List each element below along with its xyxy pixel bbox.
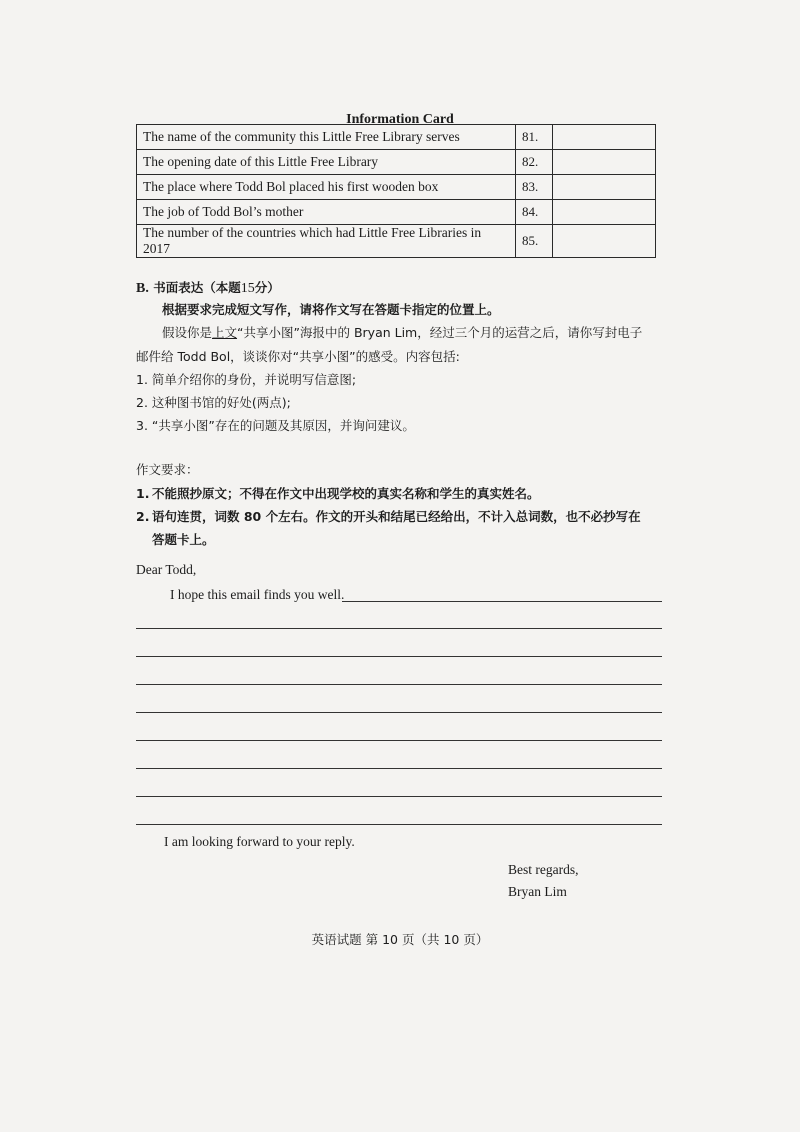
requirement-1: [136, 484, 676, 502]
point-1: 1. 简单介绍你的身份，并说明写信意图;: [136, 372, 357, 387]
scenario-line-2: 邮件给 Todd Bol，谈谈你对“共享小图”的感受。内容包括:: [136, 349, 460, 364]
section-b-label: B.: [136, 281, 149, 296]
writing-line-3[interactable]: [136, 656, 662, 657]
card-number: 81.: [516, 125, 553, 150]
letter-greeting: Dear Todd,: [136, 562, 197, 577]
requirement-2-number: 2.: [136, 509, 150, 524]
section-b-title-end: 分）: [254, 280, 280, 295]
scenario-line-1: [136, 323, 702, 341]
letter-signature: Bryan Lim: [508, 884, 567, 899]
card-question: The name of the community this Little Free Library serves: [137, 125, 516, 150]
point-2: 2. 这种图书馆的好处(两点);: [136, 395, 291, 410]
writing-line-7[interactable]: [136, 768, 662, 769]
writing-line-1[interactable]: [342, 601, 662, 602]
letter-closing: I am looking forward to your reply.: [164, 834, 355, 849]
card-number: 85.: [516, 225, 553, 258]
card-number: 83.: [516, 175, 553, 200]
card-title: Information Card: [346, 112, 454, 127]
card-row: [137, 200, 656, 225]
requirements-title: 作文要求：: [136, 462, 199, 477]
writing-line-5[interactable]: [136, 712, 662, 713]
writing-line-4[interactable]: [136, 684, 662, 685]
writing-line-6[interactable]: [136, 740, 662, 741]
card-answer-cell[interactable]: [553, 175, 656, 200]
card-number: 82.: [516, 150, 553, 175]
card-row: [137, 225, 656, 258]
card-question: The opening date of this Little Free Library: [137, 150, 516, 175]
card-number: 84.: [516, 200, 553, 225]
point-3: 3. “共享小图”存在的问题及其原因，并询问建议。: [136, 418, 415, 433]
requirement-1-number: 1.: [136, 486, 150, 501]
requirement-2-text: 语句连贯，词数 80 个左右。作文的开头和结尾已经给出，不计入总词数，也不必抄写在: [152, 509, 641, 524]
section-b-score: 15: [240, 281, 255, 296]
card-row: [137, 150, 656, 175]
section-b-heading: [136, 278, 676, 297]
information-card-table: [136, 124, 656, 258]
section-b-title: 书面表达（本题: [153, 280, 241, 295]
writing-line-8[interactable]: [136, 796, 662, 797]
card-row: [137, 125, 656, 150]
letter-regards: Best regards,: [508, 862, 579, 877]
requirement-2: [136, 507, 676, 525]
instruction: 根据要求完成短文写作，请将作文写在答题卡指定的位置上。: [162, 302, 500, 317]
card-answer-cell[interactable]: [553, 125, 656, 150]
card-question: The number of the countries which had Little Free Libraries in 2017: [137, 225, 516, 258]
requirement-2-cont: 答题卡上。: [152, 532, 215, 547]
scenario-text-a: 假设你是: [162, 325, 213, 340]
scenario-underlined: 上文: [212, 325, 238, 340]
card-answer-cell[interactable]: [553, 150, 656, 175]
card-answer-cell[interactable]: [553, 225, 656, 258]
page-footer: 英语试题 第 10 页（共 10 页）: [311, 932, 489, 947]
scenario-text-b: “共享小图”海报中的 Bryan Lim，经过三个月的运营之后，请你写封电子: [237, 325, 643, 340]
card-answer-cell[interactable]: [553, 200, 656, 225]
letter-opening: I hope this email finds you well.: [170, 587, 345, 602]
writing-line-9[interactable]: [136, 824, 662, 825]
card-row: [137, 175, 656, 200]
card-question: The job of Todd Bol’s mother: [137, 200, 516, 225]
writing-line-2[interactable]: [136, 628, 662, 629]
requirement-1-text: 不能照抄原文；不得在作文中出现学校的真实名称和学生的真实姓名。: [152, 486, 540, 501]
card-question: The place where Todd Bol placed his first wooden box: [137, 175, 516, 200]
